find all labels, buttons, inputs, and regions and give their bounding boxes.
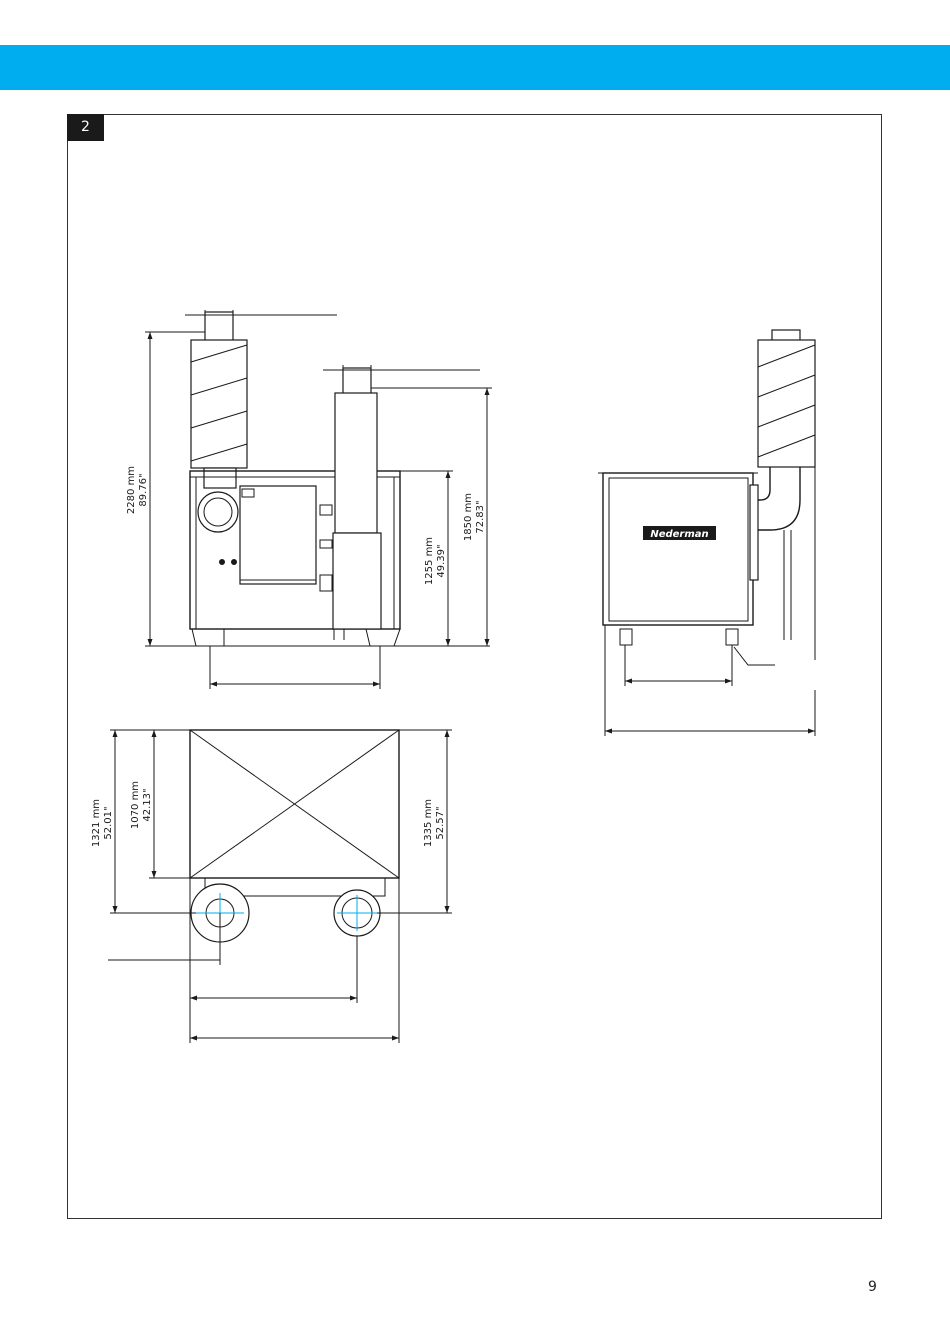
side-cabinet bbox=[603, 473, 753, 625]
side-view bbox=[598, 330, 815, 660]
dim-outlet-height-mm: 1850 mm bbox=[463, 492, 474, 542]
figure-number-badge: 2 bbox=[67, 114, 104, 141]
dim-footprint-depth-inch: 52.01" bbox=[103, 806, 114, 840]
front-view bbox=[145, 312, 490, 646]
top-view bbox=[190, 730, 399, 942]
dim-cabinet-height-mm: 1255 mm bbox=[424, 536, 435, 586]
page-number: 9 bbox=[868, 1279, 877, 1295]
front-service-panel bbox=[240, 486, 316, 584]
front-inlet-stub bbox=[205, 312, 233, 342]
brand-logo: Nederman bbox=[650, 529, 709, 540]
front-exhaust-stub bbox=[343, 368, 371, 394]
side-filter-cartridge bbox=[758, 340, 815, 467]
dim-cabinet-depth-inch: 42.13" bbox=[142, 788, 153, 822]
front-exhaust-pipe bbox=[335, 393, 377, 533]
dim-total-height-mm: 2280 mm bbox=[126, 465, 137, 515]
dim-overall-depth-mm: 1335 mm bbox=[423, 798, 434, 848]
dim-cabinet-height-inch: 49.39" bbox=[436, 544, 447, 578]
side-dimension-lines bbox=[605, 625, 815, 736]
dim-outlet-height-inch: 72.83" bbox=[475, 500, 486, 534]
dim-total-height-inch: 89.76" bbox=[138, 473, 149, 507]
dim-overall-depth-inch: 52.57" bbox=[435, 806, 446, 840]
dim-footprint-depth-mm: 1321 mm bbox=[91, 798, 102, 848]
dim-cabinet-depth-mm: 1070 mm bbox=[130, 780, 141, 830]
top-dimension-lines bbox=[108, 730, 452, 1043]
